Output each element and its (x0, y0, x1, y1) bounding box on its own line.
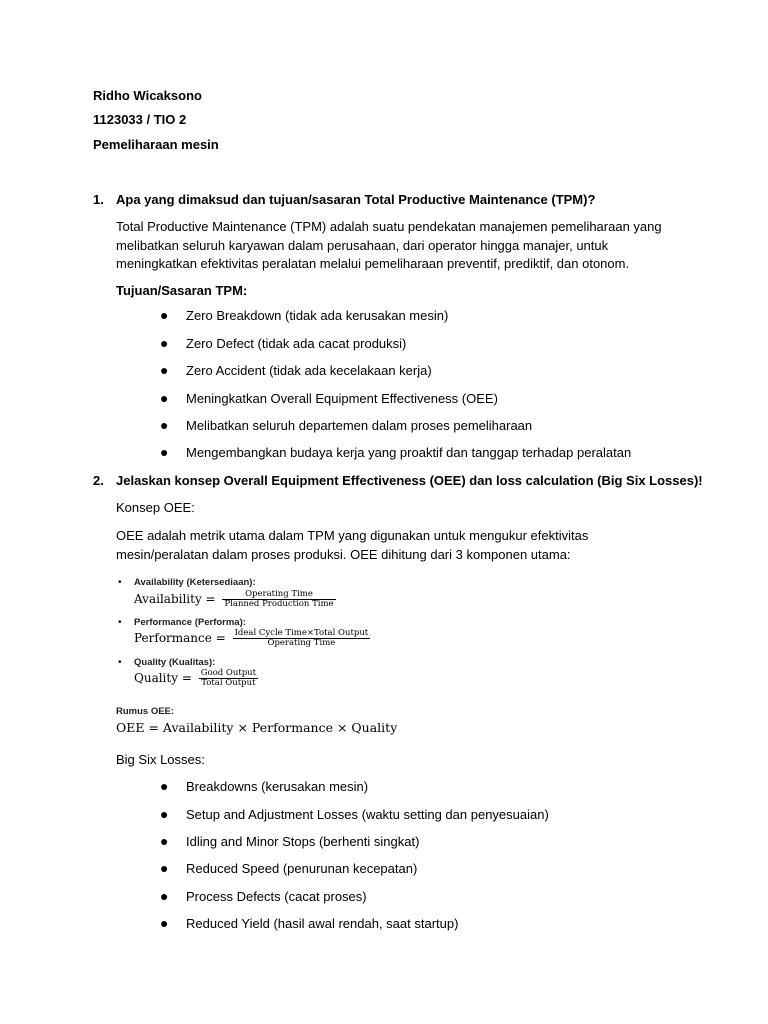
bullet-icon: ● (160, 778, 169, 794)
bullet-icon: ● (160, 833, 169, 849)
bullet-icon: ● (160, 335, 169, 351)
bullet-icon: • (118, 577, 122, 588)
availability-formula (134, 590, 336, 609)
q2-number: 2. (93, 473, 104, 488)
q2-concept-paragraph: OEE adalah metrik utama dalam TPM yang digunakan untuk mengukur efektivitas mesin/peralatan dalam proses produksi. OEE dihitung dari 3 komponen utama: (116, 528, 589, 562)
author-name: Ridho Wicaksono (93, 88, 202, 103)
q2-losses-heading: Big Six Losses: (116, 752, 205, 767)
formula-lhs: Availability = (134, 592, 216, 606)
list-item: Reduced Yield (hasil awal rendah, saat startup) (186, 916, 459, 931)
quality-formula (134, 669, 258, 688)
q1-question: Apa yang dimaksud dan tujuan/sasaran Total Productive Maintenance (TPM)? (116, 192, 596, 207)
oee-label: Rumus OEE: (116, 706, 175, 717)
q1-answer-paragraph: Total Productive Maintenance (TPM) adalah suatu pendekatan manajemen pemeliharaan yang melibatkan seluruh karyawan dalam perusahaan, dari operator hingga manajer, untuk meningkatkan efektivitas peralatan melalui pemeliharaan preventif, prediktif, dan otonom. (116, 219, 662, 271)
denominator: Total Output (201, 678, 256, 688)
bullet-icon: ● (160, 806, 169, 822)
bullet-icon: ● (160, 860, 169, 876)
formula-lhs: Quality = (134, 671, 192, 685)
oee-formula: OEE = Availability × Performance × Quality (116, 720, 398, 735)
performance-label: Performance (Performa): (134, 617, 246, 628)
list-item: Zero Accident (tidak ada kecelakaan kerja) (186, 363, 432, 378)
numerator: Ideal Cycle Time×Total Output (234, 628, 369, 638)
q1-goals-heading: Tujuan/Sasaran TPM: (116, 283, 248, 298)
q2-concept-heading: Konsep OEE: (116, 500, 195, 515)
q1-number: 1. (93, 192, 104, 207)
student-id: 1123033 / TIO 2 (93, 112, 187, 127)
denominator: Planned Production Time (224, 599, 334, 609)
bullet-icon: ● (160, 915, 169, 931)
list-item: Setup and Adjustment Losses (waktu setting dan penyesuaian) (186, 807, 549, 822)
fraction (233, 629, 371, 648)
q2-question: Jelaskan konsep Overall Equipment Effectiveness (OEE) dan loss calculation (Big Six Losses)! (116, 473, 703, 488)
bullet-icon: ● (160, 390, 169, 406)
numerator: Good Output (200, 668, 257, 678)
numerator: Operating Time (222, 590, 335, 600)
bullet-icon: • (118, 657, 122, 668)
list-item: Reduced Speed (penurunan kecepatan) (186, 861, 418, 876)
fraction (222, 590, 335, 609)
formula-lhs: Performance = (134, 631, 226, 645)
subject-title: Pemeliharaan mesin (93, 137, 219, 152)
list-item: Melibatkan seluruh departemen dalam proses pemeliharaan (186, 418, 533, 433)
list-item: Mengembangkan budaya kerja yang proaktif dan tanggap terhadap peralatan (186, 445, 632, 460)
list-item: Idling and Minor Stops (berhenti singkat) (186, 834, 420, 849)
bullet-icon: ● (160, 417, 169, 433)
bullet-icon: ● (160, 444, 169, 460)
list-item: Zero Breakdown (tidak ada kerusakan mesin) (186, 308, 449, 323)
list-item: Breakdowns (kerusakan mesin) (186, 779, 369, 794)
performance-formula (134, 629, 370, 648)
availability-label: Availability (Ketersediaan): (134, 577, 256, 588)
list-item: Zero Defect (tidak ada cacat produksi) (186, 336, 407, 351)
quality-label: Quality (Kualitas): (134, 657, 216, 668)
bullet-icon: ● (160, 888, 169, 904)
fraction (199, 669, 258, 688)
bullet-icon: • (118, 617, 122, 628)
bullet-icon: ● (160, 362, 169, 378)
bullet-icon: ● (160, 307, 169, 323)
list-item: Meningkatkan Overall Equipment Effectiveness (OEE) (186, 391, 498, 406)
list-item: Process Defects (cacat proses) (186, 889, 367, 904)
denominator: Operating Time (267, 638, 336, 648)
